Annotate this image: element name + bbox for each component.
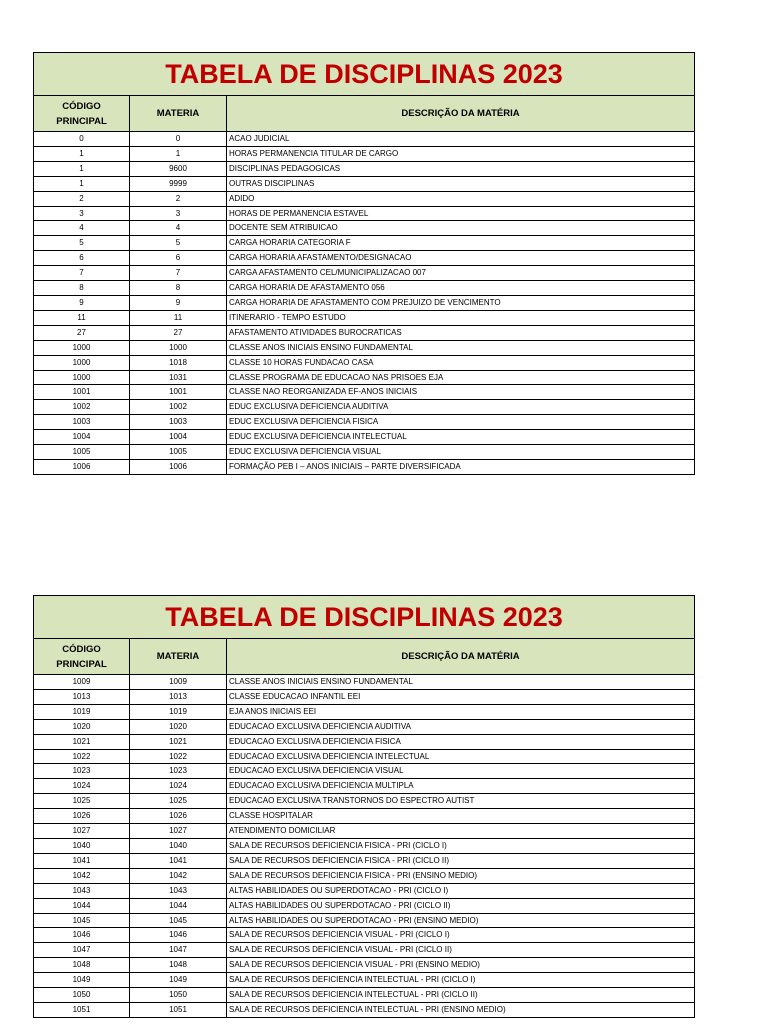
table-title: TABELA DE DISCIPLINAS 2023 bbox=[34, 596, 695, 639]
cell-materia: 1021 bbox=[130, 734, 227, 749]
table-row bbox=[34, 675, 695, 690]
cell-codigo-principal: 1009 bbox=[34, 675, 130, 690]
cell-descricao: AFASTAMENTO ATIVIDADES BUROCRATICAS bbox=[227, 325, 695, 340]
cell-codigo-principal: 4 bbox=[34, 221, 130, 236]
header-descricao: DESCRIÇÃO DA MATÉRIA bbox=[227, 96, 695, 132]
cell-descricao: ALTAS HABILIDADES OU SUPERDOTACAO - PRI (ENSINO MEDIO) bbox=[227, 913, 695, 928]
cell-materia: 6 bbox=[130, 251, 227, 266]
table-row bbox=[34, 221, 695, 236]
table-row bbox=[34, 459, 695, 474]
table-row bbox=[34, 868, 695, 883]
cell-materia: 1041 bbox=[130, 853, 227, 868]
cell-materia: 1047 bbox=[130, 943, 227, 958]
cell-materia: 1044 bbox=[130, 898, 227, 913]
cell-materia: 1026 bbox=[130, 809, 227, 824]
cell-codigo-principal: 1026 bbox=[34, 809, 130, 824]
cell-materia: 1004 bbox=[130, 430, 227, 445]
cell-materia: 1000 bbox=[130, 340, 227, 355]
cell-descricao: CARGA AFASTAMENTO CEL/MUNICIPALIZACAO 007 bbox=[227, 266, 695, 281]
table-row bbox=[34, 928, 695, 943]
cell-descricao: EDUC EXCLUSIVA DEFICIENCIA AUDITIVA bbox=[227, 400, 695, 415]
table-row bbox=[34, 853, 695, 868]
table-row bbox=[34, 146, 695, 161]
table-row bbox=[34, 385, 695, 400]
cell-materia: 1048 bbox=[130, 958, 227, 973]
cell-codigo-principal: 8 bbox=[34, 281, 130, 296]
cell-codigo-principal: 1023 bbox=[34, 764, 130, 779]
cell-materia: 1 bbox=[130, 146, 227, 161]
cell-descricao: DOCENTE SEM ATRIBUICAO bbox=[227, 221, 695, 236]
cell-materia: 9999 bbox=[130, 176, 227, 191]
cell-materia: 4 bbox=[130, 221, 227, 236]
cell-descricao: SALA DE RECURSOS DEFICIENCIA FISICA - PRI (CICLO II) bbox=[227, 853, 695, 868]
header-descricao: DESCRIÇÃO DA MATÉRIA bbox=[227, 639, 695, 675]
cell-descricao: EDUCACAO EXCLUSIVA DEFICIENCIA INTELECTUAL bbox=[227, 749, 695, 764]
cell-codigo-principal: 3 bbox=[34, 206, 130, 221]
table-row bbox=[34, 281, 695, 296]
table-row bbox=[34, 132, 695, 147]
cell-codigo-principal: 11 bbox=[34, 310, 130, 325]
table-row bbox=[34, 704, 695, 719]
cell-materia: 27 bbox=[130, 325, 227, 340]
cell-descricao: FORMAÇÃO PEB I – ANOS INICIAIS – PARTE DIVERSIFICADA bbox=[227, 459, 695, 474]
cell-codigo-principal: 1 bbox=[34, 176, 130, 191]
cell-codigo-principal: 1000 bbox=[34, 370, 130, 385]
header-materia: MATERIA bbox=[130, 639, 227, 675]
table-row bbox=[34, 295, 695, 310]
cell-descricao: HORAS PERMANENCIA TITULAR DE CARGO bbox=[227, 146, 695, 161]
cell-codigo-principal: 1002 bbox=[34, 400, 130, 415]
cell-descricao: EDUCACAO EXCLUSIVA DEFICIENCIA MULTIPLA bbox=[227, 779, 695, 794]
cell-codigo-principal: 1045 bbox=[34, 913, 130, 928]
cell-materia: 1040 bbox=[130, 838, 227, 853]
cell-codigo-principal: 1042 bbox=[34, 868, 130, 883]
table-row bbox=[34, 310, 695, 325]
cell-materia: 0 bbox=[130, 132, 227, 147]
cell-descricao: CLASSE PROGRAMA DE EDUCACAO NAS PRISOES EJA bbox=[227, 370, 695, 385]
cell-codigo-principal: 1003 bbox=[34, 415, 130, 430]
cell-materia: 1003 bbox=[130, 415, 227, 430]
cell-codigo-principal: 1004 bbox=[34, 430, 130, 445]
table-row bbox=[34, 809, 695, 824]
cell-codigo-principal: 1040 bbox=[34, 838, 130, 853]
table-row bbox=[34, 749, 695, 764]
table-row bbox=[34, 824, 695, 839]
cell-descricao: ALTAS HABILIDADES OU SUPERDOTACAO - PRI (CICLO I) bbox=[227, 883, 695, 898]
cell-descricao: CARGA HORARIA CATEGORIA F bbox=[227, 236, 695, 251]
table-row bbox=[34, 898, 695, 913]
cell-descricao: EDUCACAO EXCLUSIVA DEFICIENCIA AUDITIVA bbox=[227, 719, 695, 734]
table-row bbox=[34, 719, 695, 734]
cell-codigo-principal: 1013 bbox=[34, 689, 130, 704]
cell-descricao: SALA DE RECURSOS DEFICIENCIA INTELECTUAL - PRI (CICLO II) bbox=[227, 988, 695, 1003]
cell-codigo-principal: 1027 bbox=[34, 824, 130, 839]
cell-codigo-principal: 1047 bbox=[34, 943, 130, 958]
cell-materia: 1042 bbox=[130, 868, 227, 883]
cell-descricao: SALA DE RECURSOS DEFICIENCIA VISUAL - PRI (ENSINO MEDIO) bbox=[227, 958, 695, 973]
cell-descricao: SALA DE RECURSOS DEFICIENCIA VISUAL - PRI (CICLO I) bbox=[227, 928, 695, 943]
table-row bbox=[34, 415, 695, 430]
table-row bbox=[34, 794, 695, 809]
table-row bbox=[34, 176, 695, 191]
table-row bbox=[34, 689, 695, 704]
cell-descricao: EDUC EXCLUSIVA DEFICIENCIA FISICA bbox=[227, 415, 695, 430]
table-row bbox=[34, 838, 695, 853]
cell-materia: 1025 bbox=[130, 794, 227, 809]
cell-materia: 1043 bbox=[130, 883, 227, 898]
cell-descricao: CLASSE NAO REORGANIZADA EF-ANOS INICIAIS bbox=[227, 385, 695, 400]
table-row bbox=[34, 206, 695, 221]
cell-codigo-principal: 6 bbox=[34, 251, 130, 266]
table-row bbox=[34, 340, 695, 355]
table-row bbox=[34, 988, 695, 1003]
cell-codigo-principal: 1048 bbox=[34, 958, 130, 973]
cell-materia: 1005 bbox=[130, 445, 227, 460]
table-title: TABELA DE DISCIPLINAS 2023 bbox=[34, 53, 695, 96]
cell-materia: 5 bbox=[130, 236, 227, 251]
cell-materia: 1002 bbox=[130, 400, 227, 415]
cell-materia: 8 bbox=[130, 281, 227, 296]
cell-codigo-principal: 1022 bbox=[34, 749, 130, 764]
cell-materia: 1013 bbox=[130, 689, 227, 704]
cell-codigo-principal: 1000 bbox=[34, 355, 130, 370]
cell-materia: 1022 bbox=[130, 749, 227, 764]
cell-descricao: SALA DE RECURSOS DEFICIENCIA INTELECTUAL - PRI (CICLO I) bbox=[227, 973, 695, 988]
table-row bbox=[34, 325, 695, 340]
table-row bbox=[34, 779, 695, 794]
table-row bbox=[34, 913, 695, 928]
cell-descricao: CLASSE ANOS INICIAIS ENSINO FUNDAMENTAL bbox=[227, 675, 695, 690]
cell-materia: 1051 bbox=[130, 1002, 227, 1017]
table-row bbox=[34, 236, 695, 251]
cell-materia: 1046 bbox=[130, 928, 227, 943]
cell-codigo-principal: 1046 bbox=[34, 928, 130, 943]
table-row bbox=[34, 430, 695, 445]
cell-codigo-principal: 1 bbox=[34, 161, 130, 176]
table-row bbox=[34, 191, 695, 206]
cell-descricao: CARGA HORARIA DE AFASTAMENTO COM PREJUIZO DE VENCIMENTO bbox=[227, 295, 695, 310]
header-codigo-principal: CÓDIGO PRINCIPAL bbox=[34, 639, 130, 675]
table-row bbox=[34, 370, 695, 385]
cell-materia: 1023 bbox=[130, 764, 227, 779]
cell-codigo-principal: 1043 bbox=[34, 883, 130, 898]
cell-codigo-principal: 7 bbox=[34, 266, 130, 281]
cell-codigo-principal: 27 bbox=[34, 325, 130, 340]
table-row bbox=[34, 973, 695, 988]
table-row bbox=[34, 266, 695, 281]
cell-materia: 1027 bbox=[130, 824, 227, 839]
table-row bbox=[34, 958, 695, 973]
cell-codigo-principal: 1049 bbox=[34, 973, 130, 988]
cell-codigo-principal: 1019 bbox=[34, 704, 130, 719]
disciplinas-table-2 bbox=[33, 595, 694, 1018]
cell-descricao: EDUCACAO EXCLUSIVA TRANSTORNOS DO ESPECTRO AUTIST bbox=[227, 794, 695, 809]
cell-descricao: ALTAS HABILIDADES OU SUPERDOTACAO - PRI (CICLO II) bbox=[227, 898, 695, 913]
cell-codigo-principal: 1001 bbox=[34, 385, 130, 400]
cell-codigo-principal: 1006 bbox=[34, 459, 130, 474]
cell-codigo-principal: 1020 bbox=[34, 719, 130, 734]
cell-codigo-principal: 9 bbox=[34, 295, 130, 310]
cell-codigo-principal: 2 bbox=[34, 191, 130, 206]
disciplinas-table-1 bbox=[33, 52, 694, 475]
cell-codigo-principal: 1024 bbox=[34, 779, 130, 794]
cell-codigo-principal: 1000 bbox=[34, 340, 130, 355]
table-row bbox=[34, 883, 695, 898]
cell-descricao: CLASSE ANOS INICIAIS ENSINO FUNDAMENTAL bbox=[227, 340, 695, 355]
cell-materia: 11 bbox=[130, 310, 227, 325]
cell-descricao: ADIDO bbox=[227, 191, 695, 206]
cell-materia: 1020 bbox=[130, 719, 227, 734]
cell-codigo-principal: 1050 bbox=[34, 988, 130, 1003]
cell-descricao: ACAO JUDICIAL bbox=[227, 132, 695, 147]
cell-materia: 1001 bbox=[130, 385, 227, 400]
cell-materia: 1045 bbox=[130, 913, 227, 928]
cell-codigo-principal: 1025 bbox=[34, 794, 130, 809]
cell-descricao: OUTRAS DISCIPLINAS bbox=[227, 176, 695, 191]
cell-codigo-principal: 5 bbox=[34, 236, 130, 251]
table-row bbox=[34, 1002, 695, 1017]
table-body bbox=[34, 675, 695, 1018]
header-materia: MATERIA bbox=[130, 96, 227, 132]
cell-codigo-principal: 1021 bbox=[34, 734, 130, 749]
table-row bbox=[34, 400, 695, 415]
cell-descricao: SALA DE RECURSOS DEFICIENCIA FISICA - PRI (CICLO I) bbox=[227, 838, 695, 853]
cell-descricao: EDUC EXCLUSIVA DEFICIENCIA VISUAL bbox=[227, 445, 695, 460]
cell-materia: 9600 bbox=[130, 161, 227, 176]
cell-descricao: ATENDIMENTO DOMICILIAR bbox=[227, 824, 695, 839]
cell-descricao: CARGA HORARIA AFASTAMENTO/DESIGNACAO bbox=[227, 251, 695, 266]
cell-descricao: EJA ANOS INICIAIS EEI bbox=[227, 704, 695, 719]
cell-materia: 1018 bbox=[130, 355, 227, 370]
cell-materia: 7 bbox=[130, 266, 227, 281]
cell-codigo-principal: 1044 bbox=[34, 898, 130, 913]
cell-codigo-principal: 1 bbox=[34, 146, 130, 161]
cell-descricao: SALA DE RECURSOS DEFICIENCIA FISICA - PRI (ENSINO MEDIO) bbox=[227, 868, 695, 883]
cell-codigo-principal: 1051 bbox=[34, 1002, 130, 1017]
cell-descricao: CARGA HORARIA DE AFASTAMENTO 056 bbox=[227, 281, 695, 296]
cell-descricao: EDUCACAO EXCLUSIVA DEFICIENCIA FISICA bbox=[227, 734, 695, 749]
cell-materia: 1049 bbox=[130, 973, 227, 988]
table-row bbox=[34, 734, 695, 749]
cell-codigo-principal: 0 bbox=[34, 132, 130, 147]
cell-descricao: ITINERARIO - TEMPO ESTUDO bbox=[227, 310, 695, 325]
cell-descricao: HORAS DE PERMANENCIA ESTAVEL bbox=[227, 206, 695, 221]
table-row bbox=[34, 355, 695, 370]
cell-codigo-principal: 1005 bbox=[34, 445, 130, 460]
cell-materia: 1009 bbox=[130, 675, 227, 690]
table-body bbox=[34, 132, 695, 475]
cell-descricao: CLASSE HOSPITALAR bbox=[227, 809, 695, 824]
cell-materia: 1050 bbox=[130, 988, 227, 1003]
cell-descricao: CLASSE 10 HORAS FUNDACAO CASA bbox=[227, 355, 695, 370]
table-row bbox=[34, 251, 695, 266]
cell-materia: 1024 bbox=[130, 779, 227, 794]
table-row bbox=[34, 445, 695, 460]
cell-descricao: DISCIPLINAS PEDAGOGICAS bbox=[227, 161, 695, 176]
table-row bbox=[34, 764, 695, 779]
cell-descricao: SALA DE RECURSOS DEFICIENCIA VISUAL - PRI (CICLO II) bbox=[227, 943, 695, 958]
cell-descricao: EDUCACAO EXCLUSIVA DEFICIENCIA VISUAL bbox=[227, 764, 695, 779]
cell-materia: 9 bbox=[130, 295, 227, 310]
cell-materia: 2 bbox=[130, 191, 227, 206]
table-row bbox=[34, 943, 695, 958]
header-codigo-principal: CÓDIGO PRINCIPAL bbox=[34, 96, 130, 132]
cell-materia: 1019 bbox=[130, 704, 227, 719]
table-row bbox=[34, 161, 695, 176]
cell-materia: 3 bbox=[130, 206, 227, 221]
cell-descricao: SALA DE RECURSOS DEFICIENCIA INTELECTUAL - PRI (ENSINO MEDIO) bbox=[227, 1002, 695, 1017]
cell-descricao: EDUC EXCLUSIVA DEFICIENCIA INTELECTUAL bbox=[227, 430, 695, 445]
cell-codigo-principal: 1041 bbox=[34, 853, 130, 868]
cell-materia: 1031 bbox=[130, 370, 227, 385]
cell-materia: 1006 bbox=[130, 459, 227, 474]
cell-descricao: CLASSE EDUCACAO INFANTIL EEI bbox=[227, 689, 695, 704]
